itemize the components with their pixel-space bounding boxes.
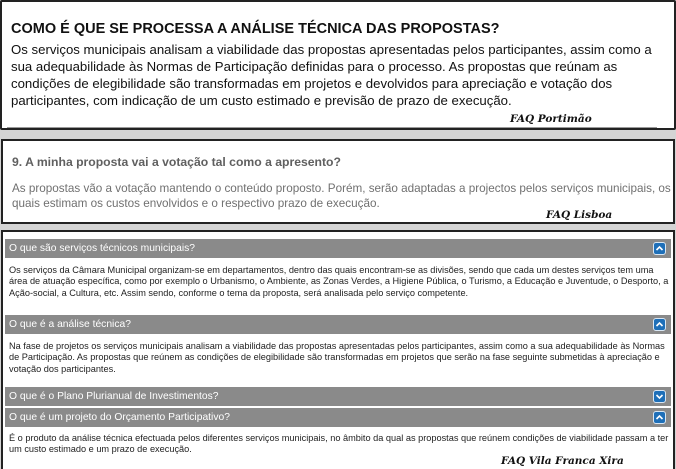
- collapse-chevron-icon[interactable]: [653, 411, 666, 424]
- collapse-chevron-icon[interactable]: [653, 318, 666, 331]
- portimao-source-label: FAQ Portimão: [510, 113, 592, 125]
- accordion-header-projeto-op[interactable]: [5, 408, 671, 427]
- lisboa-answer-text: As propostas vão a votação mantendo o conteúdo proposto. Porém, serão adaptadas a projectos pelos serviços municipais, os quais estimam os custos envolvidos e o respectivo prazo de execução.: [12, 182, 671, 210]
- collapse-chevron-icon[interactable]: [653, 242, 666, 255]
- accordion-question: O que é a análise técnica?: [9, 319, 131, 330]
- accordion-question: O que é o Plano Plurianual de Investimentos?: [9, 391, 219, 402]
- faq-lisboa-panel: [1, 139, 675, 224]
- accordion-header-analise-tecnica[interactable]: [5, 315, 671, 334]
- faq-vfx-accordion: [1, 230, 675, 469]
- accordion-question: O que são serviços técnicos municipais?: [9, 243, 196, 254]
- faq-portimao-panel: [0, 0, 676, 130]
- accordion-header-servicos-tecnicos[interactable]: [5, 239, 671, 258]
- portimao-answer-text: Os serviços municipais analisam a viabilidade das propostas apresentadas pelos participantes, assim como a sua adequabilidade às Normas de Participação definidas para o processo. As propostas que reúnam as condições de elegibilidade são transformadas em projetos e devolvidos para apreciação e votação dos participantes, com indicação de um custo estimado e previsão de prazo de execução.: [11, 42, 652, 108]
- accordion-question: O que é um projeto do Orçamento Participativo?: [9, 412, 230, 423]
- accordion-header-plano-plurianual[interactable]: [5, 387, 671, 406]
- vfx-source-label: FAQ Vila Franca Xira: [501, 455, 624, 467]
- portimao-divider: [7, 127, 657, 128]
- accordion-answer: Os serviços da Câmara Municipal organizam-se em departamentos, dentro das quais encontram-se as divisões, sendo que cada um destes serviços tem uma área de atuação específica, como por exemplo o Urbanismo, o Ambiente, as Zonas Verdes, a Higiene Pública, o Turismo, a Educação e Juventude, o Desporto, a Ação-social, a Cultura, etc. Assim sendo, conforme o tema da proposta, será analisada pelo serviço competente.: [9, 265, 669, 298]
- lisboa-question-title: 9. A minha proposta vai a votação tal como a apresento?: [12, 155, 341, 169]
- expand-chevron-icon[interactable]: [653, 390, 666, 403]
- accordion-answer: Na fase de projetos os serviços municipais analisam a viabilidade das propostas apresentadas pelos participantes, assim como a sua adequabilidade às Normas de Participação. As propostas que reúnem as condições de elegibilidade são transformadas em projetos que serão na fase seguinte submetidas à apreciação e votação dos participantes.: [9, 341, 665, 374]
- portimao-question-title: COMO É QUE SE PROCESSA A ANÁLISE TÉCNICA DAS PROPOSTAS?: [11, 21, 500, 37]
- accordion-answer: É o produto da análise técnica efectuada pelos diferentes serviços municipais, no âmbito da qual as propostas que reúnem condições de viabilidade passam a ter um custo estimado e um prazo de execução.: [9, 433, 669, 455]
- lisboa-source-label: FAQ Lisboa: [546, 209, 613, 221]
